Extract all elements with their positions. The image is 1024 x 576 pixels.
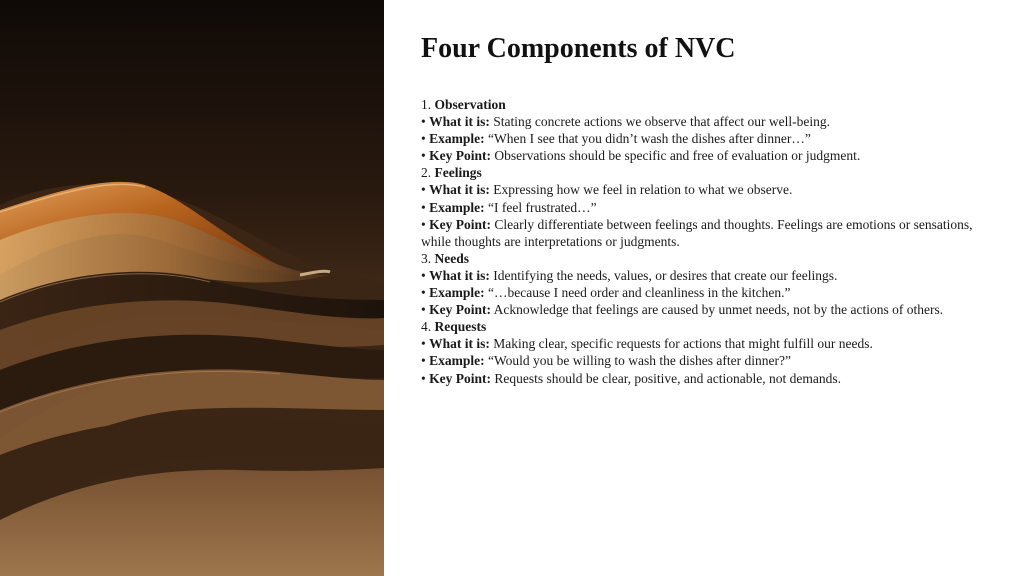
list-item: • Example: “When I see that you didn’t wash the dishes after dinner…” [421, 131, 811, 147]
flowing-fabric-waves-image [0, 0, 384, 576]
list-item: • Example: “I feel frustrated…” [421, 199, 597, 215]
list-item: • What it is: Expressing how we feel in relation to what we observe. [421, 182, 793, 198]
section-heading-observation: 1. Observation [421, 97, 506, 112]
list-item: • Key Point: Observations should be specific and free of evaluation or judgment. [421, 148, 861, 164]
slide-content [421, 30, 981, 387]
list-item: • Key Point: Requests should be clear, positive, and actionable, not demands. [421, 370, 841, 386]
decorative-abstract-image [0, 0, 384, 576]
section-heading-feelings: 2. Feelings [421, 165, 482, 181]
section-heading-requests: 4. Requests [421, 319, 487, 335]
list-item: • What it is: Identifying the needs, values, or desires that create our feelings. [421, 267, 838, 283]
list-item: • What it is: Stating concrete actions we observe that affect our well-being. [421, 114, 830, 130]
list-item: • Key Point: Clearly differentiate between feelings and thoughts. Feelings are emotions or sensations, while thoughts are interpretations or judgments. [421, 216, 973, 249]
list-item: • Example: “…because I need order and cleanliness in the kitchen.” [421, 285, 791, 301]
slide-title: Four Components of NVC [421, 33, 736, 64]
list-item: • Example: “Would you be willing to wash the dishes after dinner?” [421, 353, 791, 369]
nvc-components-list [421, 96, 981, 387]
list-item: • Key Point: Acknowledge that feelings are caused by unmet needs, not by the actions of others. [421, 302, 944, 318]
section-heading-needs: 3. Needs [421, 250, 469, 266]
list-item: • What it is: Making clear, specific requests for actions that might fulfill our needs. [421, 336, 873, 352]
